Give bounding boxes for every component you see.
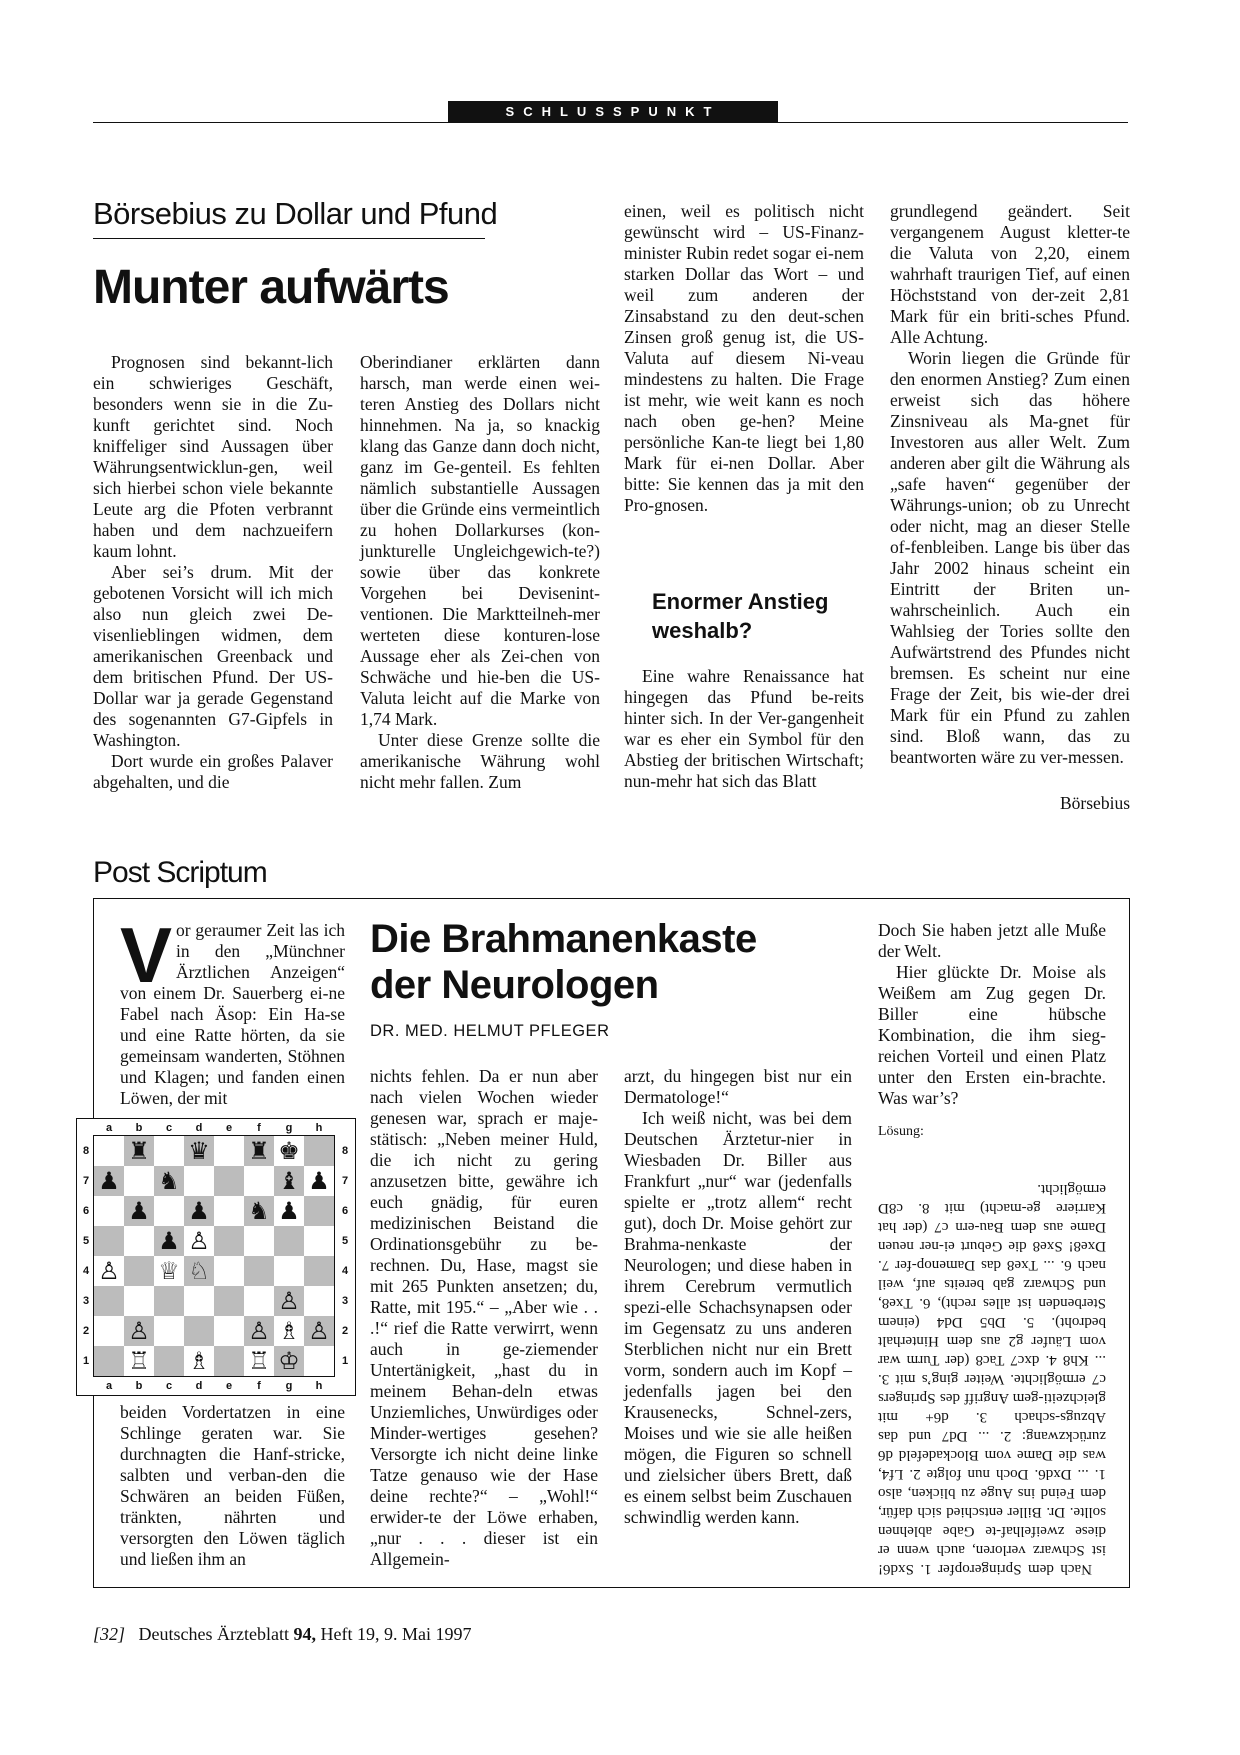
file-label: h [315, 1380, 323, 1392]
file-label: a [105, 1380, 113, 1392]
file-label: c [165, 1122, 173, 1134]
file-label: a [105, 1122, 113, 1134]
chess-square [154, 1346, 184, 1376]
rank-label: 2 [341, 1325, 349, 1337]
paragraph: arzt, du hingegen bist nur ein Dermatologe!“ [624, 1066, 852, 1107]
chess-square [244, 1256, 274, 1286]
rank-label: 7 [82, 1175, 90, 1187]
paragraph: nichts fehlen. Da er nun aber nach vielen Wochen wieder genesen war, sprach er maje-stätisch: „Neben meiner Huld, die ich nicht zu gering anzusetzen bitte, gewähre ich euch gnädig, für euren medizinischen Beistand die Ordinationsgebühr zu be-rechnen. Du, Hase, magst sie mit 265 Punkten ansetzen; du, Ratte, mit 195.“ – „Aber wie . . .!“ rief die Ratte verwirrt, wenn auch in ge-ziemender Untertänigkeit, „hast du in meinem Behan-deln etwas Unziemliches, Unwürdiges oder Minder-wertiges gesehen? Versorgte ich nicht deine linke Tatze genauso wie der Hase deine rechte?“ – „Wohl!“ erwider-te der Löwe erhaben, „nur . . . dieser ist ein Allgemein- [370, 1066, 598, 1569]
paragraph [120, 911, 345, 1109]
volume: 94, [293, 1624, 316, 1644]
author-signature: Börsebius [1060, 793, 1130, 813]
chess-square [274, 1226, 304, 1256]
chess-square: ♝ [274, 1166, 304, 1196]
chess-square [214, 1136, 244, 1166]
chess-square [274, 1256, 304, 1286]
chess-square: ♙ [98, 1257, 120, 1285]
page-number: [32] [93, 1624, 126, 1644]
rank-label: 6 [341, 1205, 349, 1217]
postscript-column-1 [120, 911, 345, 1109]
chess-square [154, 1316, 184, 1346]
rank-label: 8 [341, 1145, 349, 1157]
rank-label: 5 [82, 1235, 90, 1247]
chess-square [304, 1346, 334, 1376]
chess-square [214, 1316, 244, 1346]
chess-square: ♟ [94, 1166, 124, 1196]
chess-square: ♚ [278, 1137, 300, 1165]
rank-label: 1 [341, 1355, 349, 1367]
paragraph: einen, weil es politisch nicht gewünscht wird – US-Finanz-minister Rubin redet sogar ei-nem starken Dollar das Wort – und weil zum anderen der Zinsabstand zu den deut-schen Zinsen groß genug ist, die US-Valuta auf diesem Ni-veau mindestens zu halten. Die Frage ist mehr, wie weit kann es noch nach oben ge-hen? Meine persönliche Kan-te liegt bei 1,80 Mark für ei-nen Dollar. Aber bitte: Sie kennen das ja mit den Pro-gnosen. [624, 201, 864, 515]
paragraph: Unter diese Grenze sollte die amerikanische Währung wohl nicht mehr fallen. Zum [360, 730, 600, 792]
section-label: SCHLUSSPUNKT [448, 101, 778, 123]
rank-label: 8 [82, 1145, 90, 1157]
rank-label: 6 [82, 1205, 90, 1217]
file-label: d [195, 1380, 203, 1392]
paragraph: Prognosen sind bekannt-lich ein schwieriges Geschäft, besonders wenn sie in die Zu-kunft gerichtet sind. Noch kniffeliger sind Aussagen über Währungsentwicklun-gen, weil sich hierbei schon viele bekannte Leute arg die Pfoten verbrannt haben und dem nachzueifern kaum lohnt. [93, 352, 333, 561]
file-label: b [135, 1380, 143, 1392]
paragraph: grundlegend geändert. Seit vergangenem August kletter-te die Valuta von 2,20, einem wahrhaft traurigen Tief, auf einen Höchststand von der-zeit 2,81 Mark für ein briti-sches Pfund. Alle Achtung. [890, 201, 1130, 347]
chess-square [304, 1226, 334, 1256]
chess-square [124, 1256, 154, 1286]
rank-label: 1 [82, 1355, 90, 1367]
chess-square: ♜ [244, 1136, 274, 1166]
rank-labels-left [80, 1136, 92, 1376]
journal-name: Deutsches Ärzteblatt [138, 1624, 289, 1644]
chess-square [124, 1226, 154, 1256]
chessboard [93, 1135, 335, 1377]
rank-label: 2 [82, 1325, 90, 1337]
chess-diagram [76, 1118, 356, 1396]
byline: DR. MED. HELMUT PFLEGER [370, 1022, 610, 1040]
chess-square [94, 1226, 124, 1256]
title-line: der Neurologen [370, 963, 659, 1007]
paragraph: Aber sei’s drum. Mit der gebotenen Vorsicht will ich mich also nun gleich zwei De-visenlieblingen widmen, dem amerikanischen Greenback und dem britischen Pfund. Der US-Dollar war ja gerade Gegenstand des sogenannten G7-Gipfels in Washington. [93, 562, 333, 750]
solution-upside-down [878, 1144, 1106, 1578]
issue-date: Heft 19, 9. Mai 1997 [320, 1624, 472, 1644]
postscript-column-4 [878, 920, 1106, 1109]
chess-square [124, 1286, 154, 1316]
article-column-4 [890, 201, 1130, 768]
chess-square [244, 1226, 274, 1256]
chess-square [154, 1196, 184, 1226]
file-label: d [195, 1122, 203, 1134]
file-label: f [257, 1122, 261, 1134]
chess-square: ♛ [184, 1136, 214, 1166]
chess-square [94, 1136, 124, 1166]
chess-square [214, 1286, 244, 1316]
chess-square [304, 1286, 334, 1316]
title-line: Die Brahmanenkaste [370, 917, 757, 961]
article-column-1 [93, 352, 333, 793]
kicker-underline [93, 238, 485, 239]
rank-label: 4 [82, 1265, 90, 1277]
chess-square [94, 1196, 124, 1226]
chess-square [124, 1166, 154, 1196]
chess-square [94, 1286, 124, 1316]
file-label: e [225, 1380, 233, 1392]
chess-square [154, 1286, 184, 1316]
chess-square [184, 1316, 214, 1346]
paragraph: Oberindianer erklärten dann harsch, man werde einen wei-teren Anstieg des Dollars nicht hinnehmen. Na ja, so knackig klang das Ganze dann doch nicht, ganz im Ge-genteil. Es fehlten nämlich substantielle Aussagen über die Gründe eins vermeintlich zu hohen Dollarkurses (kon-junkturelle Ungleichgewich-te?) sowie über das konkrete Vorgehen bei Devisenint-ventionen. Die Marktteilneh-mer werteten diese konturen-lose Aussage eher als Zei-chen von Schwäche und hie-ben die US-Valuta leicht auf die Marke von 1,74 Mark. [360, 352, 600, 729]
dropcap: V [120, 911, 173, 999]
chess-square [214, 1256, 244, 1286]
chess-square [214, 1346, 244, 1376]
file-label: f [257, 1380, 261, 1392]
chess-square: ♖ [248, 1347, 270, 1375]
chess-square [184, 1166, 214, 1196]
paragraph: Eine wahre Renaissance hat hingegen das Pfund be-reits hinter sich. In der Ver-gangenheit war es eher ein Symbol für den Abstieg der britischen Wirtschaft; nun-mehr hat sich das Blatt [624, 666, 864, 791]
paragraph-text: or geraumer Zeit las ich in den „Münchner Ärztlichen Anzeigen“ von einem Dr. Sauerberg ei-ne Fabel nach Äsop: Ein Ha-se und eine Ratte hörten, da sie gemeinsam wanderten, Stöhnen und Klagen; und fanden einen Löwen, der mit [120, 920, 345, 1108]
chess-square: ♔ [274, 1346, 304, 1376]
rank-label: 3 [341, 1295, 349, 1307]
solution-label: Lösung: [878, 1124, 924, 1139]
rank-label: 4 [341, 1265, 349, 1277]
chess-square [304, 1196, 334, 1226]
paragraph: beiden Vordertatzen in eine Schlinge geraten war. Sie durchnagten die Hanf-stricke, salbten und verban-den die Schwären an beiden Füßen, tränkten, nährten und versorgten den Löwen täglich und ließen ihm an [120, 1402, 345, 1569]
paragraph: Dort wurde ein großes Palaver abgehalten, und die [93, 751, 333, 792]
chess-square [214, 1226, 244, 1256]
rank-label: 3 [82, 1295, 90, 1307]
chess-square: ♗ [278, 1317, 300, 1345]
solution-text: Nach dem Springeropfer 1. Sxd6! ist Schwarz verloren, auch wenn er diese zweifelhaf-te Gabe ablehnen sollte. Dr. Biller entschied sich dafür, dem Feind ins Auge zu blicken, also 1. ... Dxd6. Doch nun folgte 2. Lf4, was die Dame vom Blockadefeld d6 zurückzwang: 2. ... Dd7 und das Abzugs-schach 3. d6+ mit gleichzeiti-gem Angriff des Springers c7 ermöglichte. Weiter ging’s mit 3. ... Kh8 4. dxc7 Tac8 (der Turm war vom Läufer g2 aus dem Hinterhalt bedroht). 5. Db5 Dd4 (einem Sterbenden ist alles recht), 6. Txe8, und Schwarz gab bereits auf, weil nach 6. ... Txe8 das Damenop-fer 7. Dxe8! Sxe8 die Geburt ei-ner neuen Dame aus dem Bau-ern c7 (der hat Karriere ge-macht) mit 8. c8D ermöglicht. [878, 1181, 1106, 1577]
postscript-column-2 [370, 1066, 598, 1570]
chess-square: ♜ [124, 1136, 154, 1166]
chess-square [244, 1286, 274, 1316]
file-label: h [315, 1122, 323, 1134]
chess-square [94, 1346, 124, 1376]
paragraph: Worin liegen die Gründe für den enormen Anstieg? Zum einen erweist sich das höhere Zinsniveau als Ma-gnet für Investoren aus aller Welt. Zum anderen aber gilt die Währung als „safe haven“ gegenüber der Währungs-union; ob zu Unrecht oder nicht, mag an dieser Stelle of-fenbleiben. Lange bis über das Jahr 2002 hinaus scheint ein Eintritt der Briten un-wahrscheinlich. Auch ein Wahlsieg der Tories sollte den Aufwärtstrend des Pfundes nicht bremsen. Es scheint nur eine Frage der Zeit, bis wie-der drei Mark für ein Pfund zu zahlen sind. Bloß wann, das zu beantworten wäre zu ver-messen. [890, 348, 1130, 767]
chess-square: ♟ [308, 1167, 330, 1195]
chess-square [214, 1166, 244, 1196]
file-labels-top [94, 1122, 334, 1134]
article-column-3b [624, 666, 864, 792]
chess-square: ♙ [188, 1227, 210, 1255]
postscript-column-3 [624, 1066, 852, 1528]
chess-square: ♟ [278, 1197, 300, 1225]
chess-square [304, 1256, 334, 1286]
chess-square: ♙ [124, 1316, 154, 1346]
chess-square [304, 1136, 334, 1166]
chess-square: ♟ [184, 1196, 214, 1226]
postscript-label: Post Scriptum [93, 856, 267, 889]
postscript-column-1-bottom [120, 1402, 345, 1570]
article-column-3 [624, 201, 864, 516]
chess-square: ♙ [274, 1286, 304, 1316]
file-label: b [135, 1122, 143, 1134]
paragraph: Ich weiß nicht, was bei dem Deutschen Ärztetur-nier in Wiesbaden Dr. Biller aus Frankfurt „nur“ war (jedenfalls spielte er „trotz allem“ recht gut), doch Dr. Moise gehört zur Brahma-nenkaste der Neurologen; und diese haben in ihrem Cerebrum vermutlich spezi-elle Schachsynapsen oder im Gegensatz zu uns anderen Sterblichen nicht nur ein Brett vorm, sondern auch im Kopf – jedenfalls jagen bei den Krausenecks, Schnel-zers, Moises und wie sie alle heißen mögen, die Figuren so schnell und zielsicher übers Brett, daß es einem selbst beim Zuschauen schwindlig werden kann. [624, 1108, 852, 1527]
chess-square [214, 1196, 244, 1226]
file-labels-bottom [94, 1380, 334, 1392]
chess-square: ♗ [188, 1347, 210, 1375]
subheading: Enormer Anstieg weshalb? [652, 589, 829, 643]
file-label: g [285, 1122, 293, 1134]
chess-square [154, 1136, 184, 1166]
chess-square: ♖ [128, 1347, 150, 1375]
rank-labels-right [339, 1136, 351, 1376]
rank-label: 7 [341, 1175, 349, 1187]
chess-square: ♟ [124, 1196, 154, 1226]
file-label: e [225, 1122, 233, 1134]
file-label: c [165, 1380, 173, 1392]
chess-square: ♙ [244, 1316, 274, 1346]
chess-square: ♕ [158, 1257, 180, 1285]
chess-square: ♘ [184, 1256, 214, 1286]
file-label: g [285, 1380, 293, 1392]
article-kicker: Börsebius zu Dollar und Pfund [93, 196, 498, 231]
chess-square [94, 1316, 124, 1346]
paragraph: Doch Sie haben jetzt alle Muße der Welt. [878, 920, 1106, 961]
chess-square: ♞ [244, 1196, 274, 1226]
article-headline: Munter aufwärts [93, 261, 449, 314]
chess-square: ♟ [154, 1226, 184, 1256]
chess-square: ♞ [154, 1166, 184, 1196]
chess-square [184, 1286, 214, 1316]
rank-label: 5 [341, 1235, 349, 1247]
chess-square [244, 1166, 274, 1196]
article-column-2 [360, 352, 600, 793]
paragraph: Hier glückte Dr. Moise als Weißem am Zug gegen Dr. Biller eine hübsche Kombination, die ihm sieg-reichen Vorteil und einen Platz unter den Ersten ein-brachte. Was war’s? [878, 962, 1106, 1108]
page-footer [93, 1624, 471, 1645]
postscript-title [370, 916, 790, 1008]
chess-square: ♙ [304, 1316, 334, 1346]
